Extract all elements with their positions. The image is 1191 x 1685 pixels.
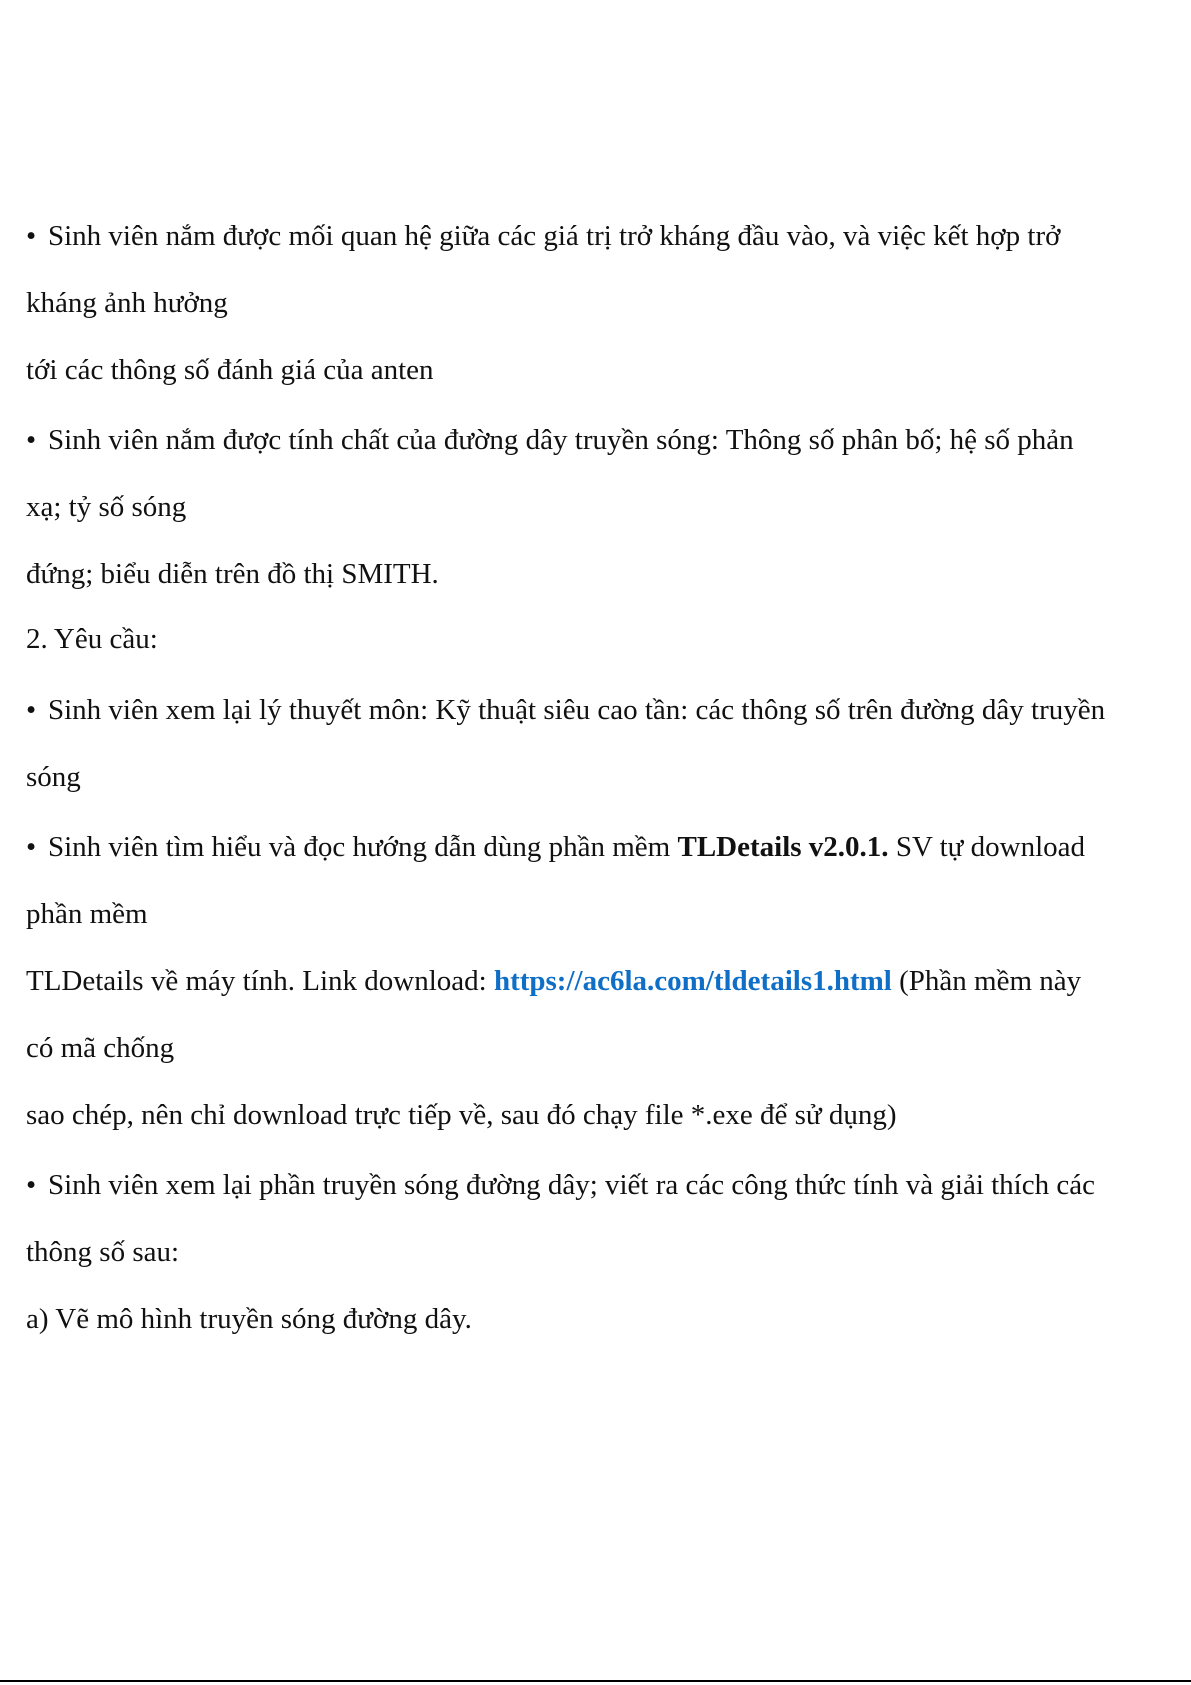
bullet-1-text: Sinh viên nắm được mối quan hệ giữa các giá trị trở kháng đầu vào, và việc kết hợp trở <box>48 220 1061 252</box>
bullet-1-line-2: kháng ảnh hưởng <box>26 287 228 319</box>
bullet-2-text: Sinh viên nắm được tính chất của đường dây truyền sóng: Thông số phân bố; hệ số phản <box>48 424 1074 456</box>
bullet-2-line-2: xạ; tỷ số sóng <box>26 491 187 523</box>
download-link[interactable]: https://ac6la.com/tldetails1.html <box>493 965 892 997</box>
section-2-heading: 2. Yêu cầu: <box>26 623 158 655</box>
bullet-marker: • <box>26 424 37 456</box>
bullet-4-text-tail: SV tự download <box>888 831 1086 863</box>
bullet-marker: • <box>26 694 37 726</box>
bullet-marker: • <box>26 831 37 863</box>
bullet-4-line-4: có mã chống <box>26 1032 175 1064</box>
bullet-marker: • <box>26 1169 37 1201</box>
bullet-4-line-2: phần mềm <box>26 898 148 930</box>
bullet-3-text: Sinh viên xem lại lý thuyết môn: Kỹ thuật siêu cao tần: các thông số trên đường dây truyền <box>48 694 1106 726</box>
bullet-3-line-2: sóng <box>26 761 81 793</box>
bullet-4-text: Sinh viên tìm hiểu và đọc hướng dẫn dùng phần mềm <box>48 831 678 863</box>
item-a: a) Vẽ mô hình truyền sóng đường dây. <box>26 1303 472 1335</box>
page-bottom-rule <box>0 1680 1191 1682</box>
bullet-2-line-3: đứng; biểu diễn trên đồ thị SMITH. <box>26 558 439 590</box>
download-intro-text: TLDetails về máy tính. Link download: <box>26 965 494 997</box>
download-note-text: (Phần mềm này <box>891 965 1082 997</box>
bullet-5-text: Sinh viên xem lại phần truyền sóng đường dây; viết ra các công thức tính và giải thích các <box>48 1169 1095 1201</box>
bullet-marker: • <box>26 220 37 252</box>
bullet-5-line-2: thông số sau: <box>26 1236 180 1268</box>
bullet-3-line-1 <box>26 692 1105 728</box>
software-name: TLDetails v2.0.1. <box>677 831 889 863</box>
bullet-1-line-3: tới các thông số đánh giá của anten <box>26 354 434 386</box>
bullet-4-line-1 <box>26 829 1085 865</box>
bullet-4-line-3 <box>26 963 1081 999</box>
bullet-4-line-5: sao chép, nên chỉ download trực tiếp về, sau đó chạy file *.exe để sử dụng) <box>26 1099 897 1131</box>
bullet-5-line-1 <box>26 1167 1095 1203</box>
bullet-1-line-1 <box>26 218 1060 254</box>
bullet-2-line-1 <box>26 422 1074 458</box>
